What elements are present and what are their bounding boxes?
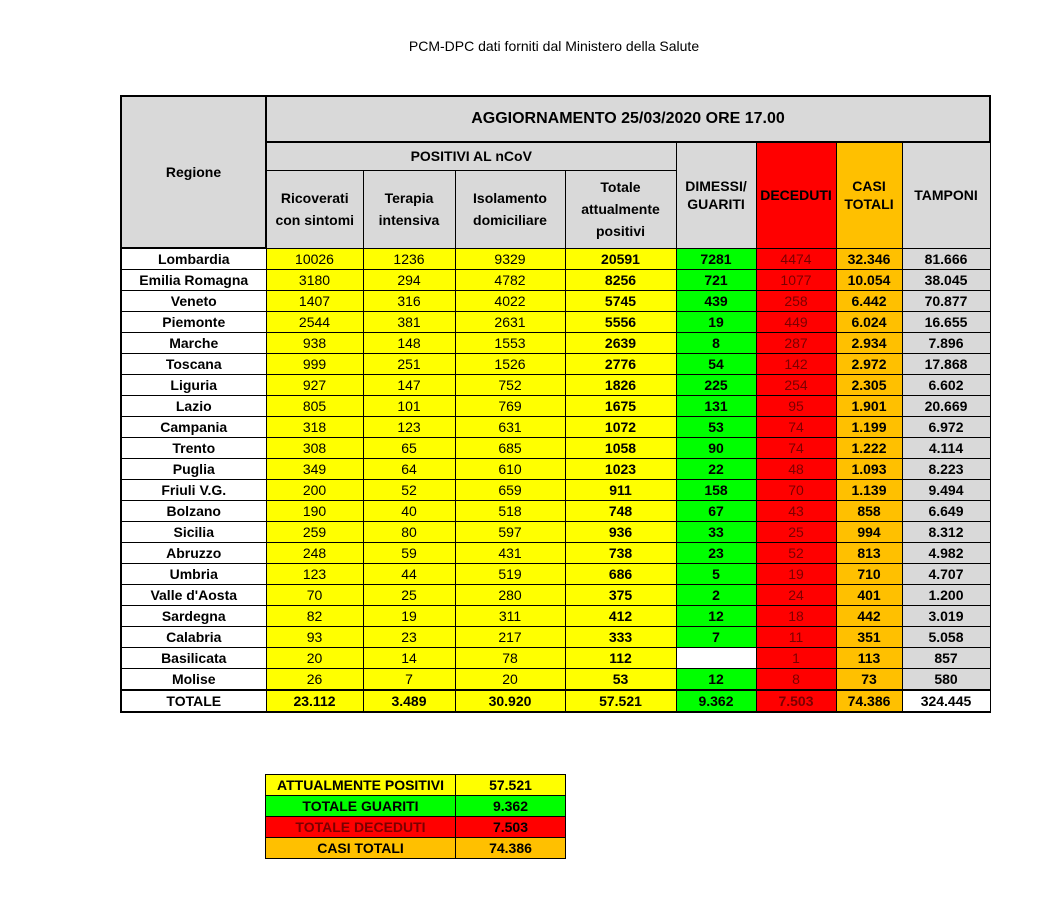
casi-totali-cell: 1.901 [836, 396, 902, 417]
casi-totali-cell: 1.199 [836, 417, 902, 438]
tamponi-cell: 1.200 [902, 585, 990, 606]
isolamento-header: Isolamento domiciliare [455, 170, 565, 248]
dimessi-cell: 19 [676, 312, 756, 333]
ricoverati-cell: 10026 [266, 248, 363, 270]
terapia-cell: 80 [363, 522, 455, 543]
tamponi-cell: 8.223 [902, 459, 990, 480]
table-row [121, 375, 990, 396]
region-cell: Marche [121, 333, 266, 354]
casi-totali-cell: 73 [836, 669, 902, 691]
deceduti-cell: 18 [756, 606, 836, 627]
dimessi-cell: 53 [676, 417, 756, 438]
dimessi-cell [676, 648, 756, 669]
deceduti-cell: 287 [756, 333, 836, 354]
tamponi-cell: 4.982 [902, 543, 990, 564]
region-cell: TOTALE [121, 690, 266, 712]
terapia-cell: 19 [363, 606, 455, 627]
summary-value: 74.386 [456, 838, 566, 859]
terapia-cell: 14 [363, 648, 455, 669]
summary-value: 57.521 [456, 775, 566, 796]
deceduti-header: DECEDUTI [756, 142, 836, 248]
deceduti-cell: 74 [756, 417, 836, 438]
ricoverati-cell: 927 [266, 375, 363, 396]
table-row [121, 312, 990, 333]
ricoverati-header: Ricoverati con sintomi [266, 170, 363, 248]
dimessi-cell: 22 [676, 459, 756, 480]
casi-totali-cell: 2.972 [836, 354, 902, 375]
summary-label: TOTALE DECEDUTI [266, 817, 456, 838]
ricoverati-cell: 23.112 [266, 690, 363, 712]
table-row [121, 480, 990, 501]
ricoverati-cell: 248 [266, 543, 363, 564]
deceduti-cell: 7.503 [756, 690, 836, 712]
region-cell: Emilia Romagna [121, 270, 266, 291]
totale-positivi-cell: 936 [565, 522, 676, 543]
casi-totali-cell: 2.934 [836, 333, 902, 354]
totale-positivi-cell: 333 [565, 627, 676, 648]
terapia-cell: 294 [363, 270, 455, 291]
casi-totali-cell: 858 [836, 501, 902, 522]
region-cell: Lombardia [121, 248, 266, 270]
dimessi-cell: 23 [676, 543, 756, 564]
dimessi-cell: 8 [676, 333, 756, 354]
tamponi-cell: 70.877 [902, 291, 990, 312]
ricoverati-cell: 805 [266, 396, 363, 417]
isolamento-cell: 518 [455, 501, 565, 522]
totale-positivi-cell: 5556 [565, 312, 676, 333]
totale-positivi-cell: 5745 [565, 291, 676, 312]
dimessi-cell: 54 [676, 354, 756, 375]
isolamento-cell: 1526 [455, 354, 565, 375]
ricoverati-cell: 999 [266, 354, 363, 375]
table-row [121, 438, 990, 459]
dimessi-cell: 12 [676, 669, 756, 691]
update-title: AGGIORNAMENTO 25/03/2020 ORE 17.00 [266, 96, 990, 142]
isolamento-cell: 4782 [455, 270, 565, 291]
tamponi-cell: 7.896 [902, 333, 990, 354]
region-cell: Calabria [121, 627, 266, 648]
deceduti-cell: 70 [756, 480, 836, 501]
terapia-cell: 44 [363, 564, 455, 585]
totale-positivi-cell: 911 [565, 480, 676, 501]
totale-positivi-cell: 57.521 [565, 690, 676, 712]
terapia-cell: 3.489 [363, 690, 455, 712]
table-row [121, 333, 990, 354]
region-header: Regione [121, 96, 266, 248]
region-cell: Sicilia [121, 522, 266, 543]
dimessi-cell: 33 [676, 522, 756, 543]
deceduti-cell: 254 [756, 375, 836, 396]
totale-positivi-cell: 2639 [565, 333, 676, 354]
ricoverati-cell: 20 [266, 648, 363, 669]
ricoverati-cell: 1407 [266, 291, 363, 312]
ricoverati-cell: 123 [266, 564, 363, 585]
isolamento-cell: 2631 [455, 312, 565, 333]
isolamento-cell: 78 [455, 648, 565, 669]
isolamento-cell: 769 [455, 396, 565, 417]
deceduti-cell: 4474 [756, 248, 836, 270]
region-cell: Valle d'Aosta [121, 585, 266, 606]
table-row [121, 585, 990, 606]
tamponi-cell: 5.058 [902, 627, 990, 648]
terapia-cell: 101 [363, 396, 455, 417]
terapia-cell: 381 [363, 312, 455, 333]
totale-positivi-header: Totale attualmente positivi [565, 170, 676, 248]
dimessi-cell: 12 [676, 606, 756, 627]
tamponi-cell: 580 [902, 669, 990, 691]
totale-positivi-cell: 412 [565, 606, 676, 627]
totale-positivi-cell: 1072 [565, 417, 676, 438]
dimessi-cell: 439 [676, 291, 756, 312]
table-row [121, 291, 990, 312]
tamponi-cell: 38.045 [902, 270, 990, 291]
region-cell: Veneto [121, 291, 266, 312]
totale-positivi-cell: 375 [565, 585, 676, 606]
deceduti-cell: 449 [756, 312, 836, 333]
deceduti-cell: 1077 [756, 270, 836, 291]
dimessi-cell: 67 [676, 501, 756, 522]
region-cell: Puglia [121, 459, 266, 480]
deceduti-cell: 142 [756, 354, 836, 375]
casi-totali-cell: 2.305 [836, 375, 902, 396]
deceduti-cell: 52 [756, 543, 836, 564]
total-row [121, 690, 990, 712]
totale-positivi-cell: 53 [565, 669, 676, 691]
dimessi-cell: 158 [676, 480, 756, 501]
deceduti-cell: 8 [756, 669, 836, 691]
tamponi-cell: 17.868 [902, 354, 990, 375]
summary-label: TOTALE GUARITI [266, 796, 456, 817]
isolamento-cell: 4022 [455, 291, 565, 312]
tamponi-cell: 3.019 [902, 606, 990, 627]
terapia-cell: 251 [363, 354, 455, 375]
totale-positivi-cell: 1023 [565, 459, 676, 480]
table-row [121, 564, 990, 585]
region-cell: Trento [121, 438, 266, 459]
deceduti-cell: 74 [756, 438, 836, 459]
table-row [121, 522, 990, 543]
ricoverati-cell: 26 [266, 669, 363, 691]
ricoverati-cell: 93 [266, 627, 363, 648]
isolamento-cell: 30.920 [455, 690, 565, 712]
summary-row [266, 775, 566, 796]
table-row [121, 459, 990, 480]
totale-positivi-cell: 1058 [565, 438, 676, 459]
summary-table [265, 774, 566, 859]
casi-totali-cell: 994 [836, 522, 902, 543]
tamponi-cell: 324.445 [902, 690, 990, 712]
ricoverati-cell: 318 [266, 417, 363, 438]
region-cell: Liguria [121, 375, 266, 396]
totale-positivi-cell: 8256 [565, 270, 676, 291]
tamponi-header: TAMPONI [902, 142, 990, 248]
casi-totali-cell: 1.093 [836, 459, 902, 480]
isolamento-cell: 217 [455, 627, 565, 648]
isolamento-cell: 597 [455, 522, 565, 543]
deceduti-cell: 19 [756, 564, 836, 585]
table-row [121, 543, 990, 564]
terapia-header: Terapia intensiva [363, 170, 455, 248]
region-cell: Bolzano [121, 501, 266, 522]
covid-table [120, 95, 991, 713]
summary-value: 9.362 [456, 796, 566, 817]
terapia-cell: 147 [363, 375, 455, 396]
deceduti-cell: 258 [756, 291, 836, 312]
totale-positivi-cell: 1826 [565, 375, 676, 396]
ricoverati-cell: 200 [266, 480, 363, 501]
terapia-cell: 316 [363, 291, 455, 312]
ricoverati-cell: 190 [266, 501, 363, 522]
totale-positivi-cell: 748 [565, 501, 676, 522]
isolamento-cell: 519 [455, 564, 565, 585]
tamponi-cell: 4.707 [902, 564, 990, 585]
deceduti-cell: 11 [756, 627, 836, 648]
totale-positivi-cell: 1675 [565, 396, 676, 417]
tamponi-cell: 16.655 [902, 312, 990, 333]
region-cell: Piemonte [121, 312, 266, 333]
ricoverati-cell: 938 [266, 333, 363, 354]
casi-totali-header: CASI TOTALI [836, 142, 902, 248]
terapia-cell: 64 [363, 459, 455, 480]
isolamento-cell: 431 [455, 543, 565, 564]
table-row [121, 270, 990, 291]
casi-totali-cell: 813 [836, 543, 902, 564]
table-row [121, 648, 990, 669]
tamponi-cell: 6.602 [902, 375, 990, 396]
terapia-cell: 23 [363, 627, 455, 648]
isolamento-cell: 685 [455, 438, 565, 459]
deceduti-cell: 95 [756, 396, 836, 417]
terapia-cell: 123 [363, 417, 455, 438]
isolamento-cell: 610 [455, 459, 565, 480]
isolamento-cell: 311 [455, 606, 565, 627]
table-row [121, 417, 990, 438]
casi-totali-cell: 351 [836, 627, 902, 648]
table-row [121, 606, 990, 627]
deceduti-cell: 25 [756, 522, 836, 543]
deceduti-cell: 24 [756, 585, 836, 606]
casi-totali-cell: 710 [836, 564, 902, 585]
dimessi-cell: 7 [676, 627, 756, 648]
region-cell: Toscana [121, 354, 266, 375]
ricoverati-cell: 308 [266, 438, 363, 459]
terapia-cell: 59 [363, 543, 455, 564]
terapia-cell: 52 [363, 480, 455, 501]
totale-positivi-cell: 2776 [565, 354, 676, 375]
ricoverati-cell: 82 [266, 606, 363, 627]
ricoverati-cell: 349 [266, 459, 363, 480]
terapia-cell: 7 [363, 669, 455, 691]
region-cell: Lazio [121, 396, 266, 417]
ricoverati-cell: 70 [266, 585, 363, 606]
dimessi-cell: 9.362 [676, 690, 756, 712]
summary-row [266, 796, 566, 817]
dimessi-cell: 90 [676, 438, 756, 459]
region-cell: Molise [121, 669, 266, 691]
table-row [121, 354, 990, 375]
summary-label: ATTUALMENTE POSITIVI [266, 775, 456, 796]
totale-positivi-cell: 738 [565, 543, 676, 564]
source-title: PCM-DPC dati forniti dal Ministero della Salute [408, 38, 700, 54]
region-cell: Umbria [121, 564, 266, 585]
totale-positivi-cell: 686 [565, 564, 676, 585]
dimessi-header: DIMESSI/ GUARITI [676, 142, 756, 248]
region-cell: Abruzzo [121, 543, 266, 564]
dimessi-cell: 131 [676, 396, 756, 417]
casi-totali-cell: 442 [836, 606, 902, 627]
terapia-cell: 148 [363, 333, 455, 354]
isolamento-cell: 752 [455, 375, 565, 396]
summary-label: CASI TOTALI [266, 838, 456, 859]
region-cell: Friuli V.G. [121, 480, 266, 501]
dimessi-cell: 2 [676, 585, 756, 606]
deceduti-cell: 48 [756, 459, 836, 480]
dimessi-cell: 5 [676, 564, 756, 585]
isolamento-cell: 20 [455, 669, 565, 691]
tamponi-cell: 6.972 [902, 417, 990, 438]
tamponi-cell: 8.312 [902, 522, 990, 543]
casi-totali-cell: 10.054 [836, 270, 902, 291]
ricoverati-cell: 3180 [266, 270, 363, 291]
table-row [121, 396, 990, 417]
tamponi-cell: 4.114 [902, 438, 990, 459]
positivi-header: POSITIVI AL nCoV [266, 142, 676, 170]
casi-totali-cell: 32.346 [836, 248, 902, 270]
region-cell: Sardegna [121, 606, 266, 627]
summary-row [266, 817, 566, 838]
casi-totali-cell: 6.442 [836, 291, 902, 312]
tamponi-cell: 81.666 [902, 248, 990, 270]
ricoverati-cell: 259 [266, 522, 363, 543]
casi-totali-cell: 1.139 [836, 480, 902, 501]
tamponi-cell: 9.494 [902, 480, 990, 501]
totale-positivi-cell: 112 [565, 648, 676, 669]
totale-positivi-cell: 20591 [565, 248, 676, 270]
terapia-cell: 40 [363, 501, 455, 522]
table-row [121, 669, 990, 691]
tamponi-cell: 6.649 [902, 501, 990, 522]
summary-row [266, 838, 566, 859]
tamponi-cell: 20.669 [902, 396, 990, 417]
casi-totali-cell: 401 [836, 585, 902, 606]
casi-totali-cell: 113 [836, 648, 902, 669]
terapia-cell: 25 [363, 585, 455, 606]
isolamento-cell: 659 [455, 480, 565, 501]
table-row [121, 627, 990, 648]
isolamento-cell: 9329 [455, 248, 565, 270]
region-cell: Basilicata [121, 648, 266, 669]
casi-totali-cell: 1.222 [836, 438, 902, 459]
tamponi-cell: 857 [902, 648, 990, 669]
dimessi-cell: 721 [676, 270, 756, 291]
isolamento-cell: 1553 [455, 333, 565, 354]
deceduti-cell: 1 [756, 648, 836, 669]
table-row [121, 248, 990, 270]
region-cell: Campania [121, 417, 266, 438]
isolamento-cell: 280 [455, 585, 565, 606]
ricoverati-cell: 2544 [266, 312, 363, 333]
casi-totali-cell: 6.024 [836, 312, 902, 333]
isolamento-cell: 631 [455, 417, 565, 438]
terapia-cell: 65 [363, 438, 455, 459]
dimessi-cell: 7281 [676, 248, 756, 270]
summary-value: 7.503 [456, 817, 566, 838]
dimessi-cell: 225 [676, 375, 756, 396]
casi-totali-cell: 74.386 [836, 690, 902, 712]
terapia-cell: 1236 [363, 248, 455, 270]
deceduti-cell: 43 [756, 501, 836, 522]
table-row [121, 501, 990, 522]
